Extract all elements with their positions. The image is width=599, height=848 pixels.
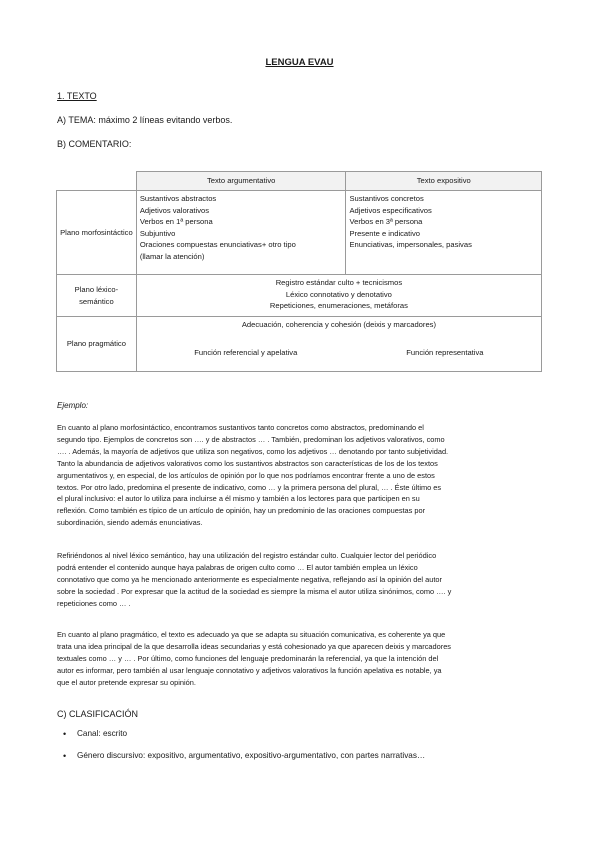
cell-line: Enunciativas, impersonales, pasivas [349,240,472,249]
text-line: reflexión. Como también es típico de un artículo de opinión, hay un predominio de las oraciones compuestas por [57,506,426,516]
list-item-text: Canal: escrito [77,729,128,738]
text-line: segundo tipo. Ejemplos de concretos son …. y de abstractos … . También, predominan los adjetivos valorativos, como [57,434,445,444]
list-item [57,729,557,738]
text-line: Refiriéndonos al nivel léxico semántico, hay una utilización del registro estándar culto. Cualquier lector del periódico [57,551,437,560]
ejemplo-label: Ejemplo: [57,401,89,410]
cell-line: Léxico connotativo y denotativo [285,289,392,299]
text-line: …. . Además, la mayoría de adjetivos que utiliza son negativos, como los adjetivos … denotando por tanto subjetividad. [57,446,449,456]
cell-line: Oraciones compuestas enunciativas+ otro tipo [139,240,296,249]
cell-line: Subjuntivo [139,228,176,238]
table-header-expositivo: Texto expositivo [346,172,542,191]
cell-argumentativo-morfosintactico [136,191,346,275]
paragraph-morfosintactico [57,422,545,529]
paragraph-lexico-semantico [57,550,545,610]
list-item [57,751,557,760]
text-line: repeticiones como … . [57,598,131,608]
row-label-morfosintactico: Plano morfosintáctico [57,191,137,275]
table-header-row [57,172,542,191]
cell-funcion-argumentativo: Función referencial y apelativa [194,347,298,357]
paragraph-pragmatico [57,629,545,689]
text-line: podrá entender el contenido aunque haya palabras de origen culto como … El autor también emplea un léxico [57,562,418,572]
cell-line: Verbos en 1ª persona [139,217,213,226]
cell-expositivo-morfosintactico [346,191,542,275]
text-line: autor es informar, pero también al usar lenguaje connotativo y adjetivos valorativos la función apelativa es notable, ya [57,665,442,675]
cell-line: Adecuación, coherencia y cohesión (deixis y marcadores) [241,320,436,329]
bullet-icon: • [63,729,67,739]
cell-line: Verbos en 3ª persona [349,217,423,226]
tema-line: A) TEMA: máximo 2 líneas evitando verbos. [57,115,233,125]
cell-line: Presente e indicativo [349,228,420,238]
text-line: connotativo que como ya he mencionado anteriormente es especialmente negativa, reflejando así la opinión del autor [57,574,442,584]
table-header-argumentativo: Texto argumentativo [136,172,346,191]
text-line: que el autor pretende expresar su opinión. [57,677,196,687]
text-line: subordinación, siendo además enunciativas. [57,518,203,528]
cell-line: Adjetivos especificativos [349,205,432,215]
cell-line: (llamar la atención) [139,251,205,261]
cell-line: Sustantivos concretos [349,194,424,203]
cell-funcion-expositivo: Función representativa [406,347,484,357]
cell-line: Repeticiones, enumeraciones, metáforas [269,301,408,310]
section-heading-texto: 1. TEXTO [57,91,97,101]
clasificacion-heading: C) CLASIFICACIÓN [57,709,139,719]
cell-line: Registro estándar culto + tecnicismos [275,278,403,287]
text-line: En cuanto al plano pragmático, el texto es adecuado ya que se adapta su situación comunicativa, es coherente ya que [57,630,446,639]
table-corner-cell [57,172,137,191]
table-row [57,275,542,317]
cell-line: Sustantivos abstractos [139,194,217,203]
text-line: En cuanto al plano morfosintáctico, encontramos sustantivos tanto concretos como abstractos, predominando el [57,423,424,432]
list-item-text: Género discursivo: expositivo, argumentativo, expositivo-argumentativo, con partes narrativas… [77,751,426,760]
page-title: LENGUA EVAU [265,57,334,68]
comparison-table [56,171,542,372]
text-line: textuales como … y … . Por último, como funciones del lenguaje predominarán la referencial, ya que la intención del [57,653,439,663]
text-line: argumentativos y, en especial, de los artículos de opinión por lo que nos podríamos encontrar frente a uno de estos [57,470,435,480]
cell-pragmatico [136,317,541,372]
text-line: sobre la sociedad . Por expresar que la actitud de la sociedad es siempre la misma el autor utiliza sinónimos, como …. y [57,586,452,596]
row-label-pragmatico: Plano pragmático [57,317,137,372]
text-line: Tanto la abundancia de adjetivos valorativos como los sustantivos abstractos son características de los de los textos [57,458,438,468]
text-line: textos. Por otro lado, predomina el presente de indicativo, como … y la primera persona del plural, … . Éste último es [57,482,442,492]
bullet-icon: • [63,751,67,761]
table-row [57,191,542,275]
text-line: el plural inclusivo: el autor lo utiliza para incluirse a él mismo y también a los lectores para que participen en su [57,494,420,504]
cell-lexico-semantico [136,275,541,317]
clasificacion-list [57,729,557,773]
text-line: trata una idea principal de la que desarrolla ideas secundarias y está cohesionado ya que aparecen deixis y marcadores [57,641,451,651]
cell-line: Adjetivos valorativos [139,205,210,215]
row-label-lexico-semantico: Plano léxico-semántico [57,275,137,317]
comentario-heading: B) COMENTARIO: [57,139,132,149]
table-row [57,317,542,372]
